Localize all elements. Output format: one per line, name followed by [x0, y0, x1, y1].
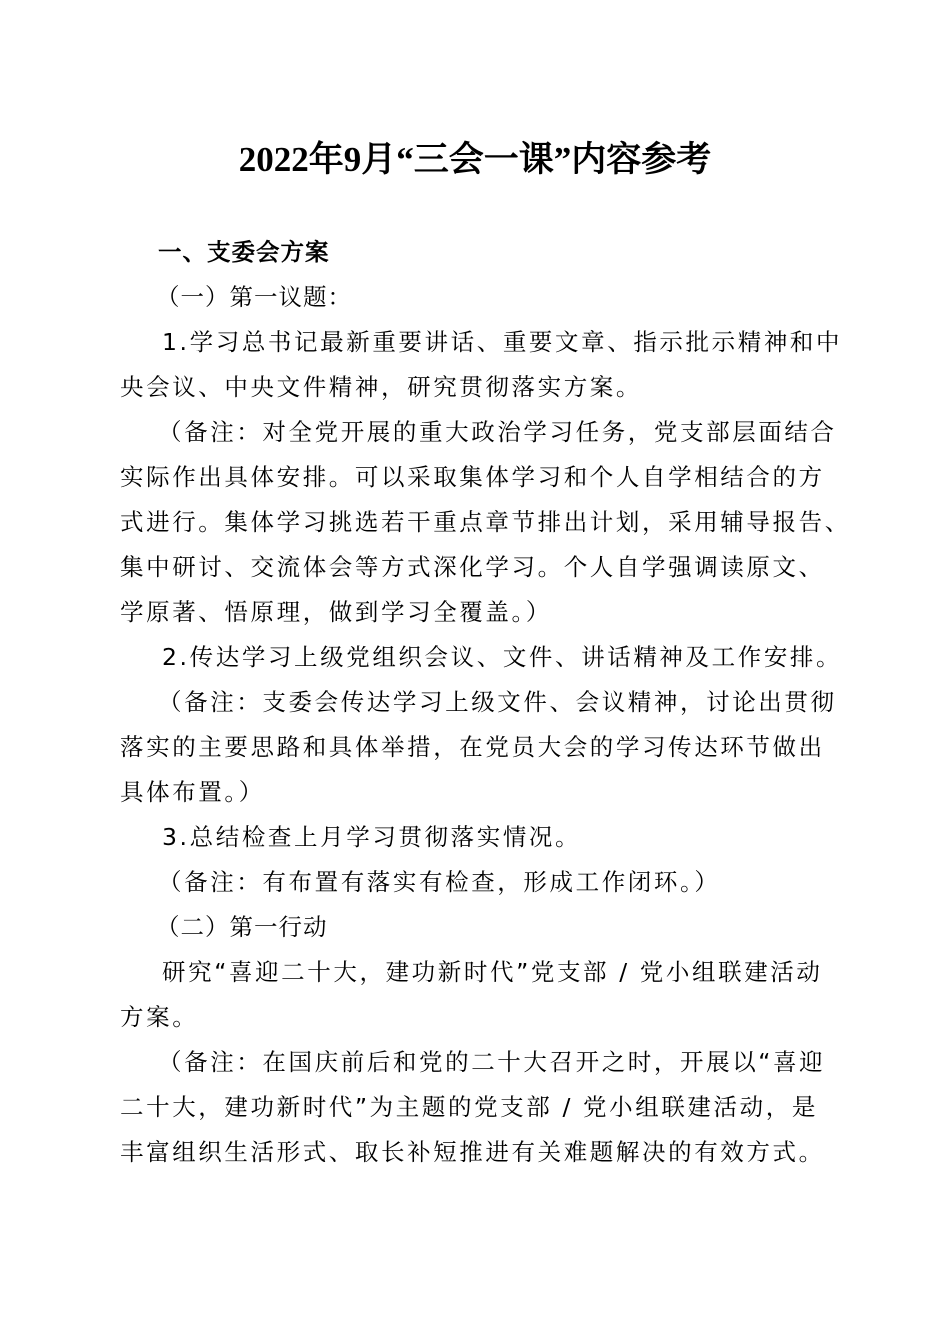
item1-line1: 1.学习总书记最新重要讲话、重要文章、指示批示精神和中 [162, 328, 843, 356]
document-body [120, 230, 851, 1175]
item1-note-line3: 式进行。集体学习挑选若干重点章节排出计划，采用辅导报告、 [120, 508, 851, 536]
item1-line2: 央会议、中央文件精神，研究贯彻落实方案。 [120, 373, 642, 401]
item2-note-line1: （备注：支委会传达学习上级文件、会议精神，讨论出贯彻 [158, 688, 837, 716]
subsection-heading-first-action: （二）第一行动 [156, 913, 328, 941]
action-note-line2: 二十大，建功新时代”为主题的党支部 / 党小组联建活动，是 [120, 1093, 818, 1121]
item3-line1: 3.总结检查上月学习贯彻落实情况。 [162, 823, 582, 851]
document-title: 2022年9月“三会一课”内容参考 [238, 140, 712, 179]
action-body-line2: 方案。 [120, 1003, 199, 1031]
item1-note-line1: （备注：对全党开展的重大政治学习任务，党支部层面结合 [158, 418, 837, 446]
action-note-line1: （备注：在国庆前后和党的二十大召开之时，开展以“喜迎 [158, 1048, 826, 1076]
action-note-line3: 丰富组织生活形式、取长补短推进有关难题解决的有效方式。 [120, 1138, 825, 1166]
item3-note-line1: （备注：有布置有落实有检查，形成工作闭环。） [158, 868, 721, 896]
item1-note-line5: 学原著、悟原理，做到学习全覆盖。） [120, 598, 552, 626]
item2-line1: 2.传达学习上级党组织会议、文件、讲话精神及工作安排。 [162, 643, 843, 671]
action-body-line1: 研究“喜迎二十大，建功新时代”党支部 / 党小组联建活动 [162, 958, 823, 986]
item1-note-line4: 集中研讨、交流体会等方式深化学习。个人自学强调读原文、 [120, 553, 825, 581]
section-heading-branch-committee: 一、支委会方案 [158, 238, 330, 266]
subsection-heading-first-topic: （一）第一议题： [156, 283, 352, 311]
item1-note-line2: 实际作出具体安排。可以采取集体学习和个人自学相结合的方 [120, 463, 825, 491]
item2-note-line2: 落实的主要思路和具体举措，在党员大会的学习传达环节做出 [120, 733, 825, 761]
item2-note-line3: 具体布置。） [120, 778, 265, 806]
